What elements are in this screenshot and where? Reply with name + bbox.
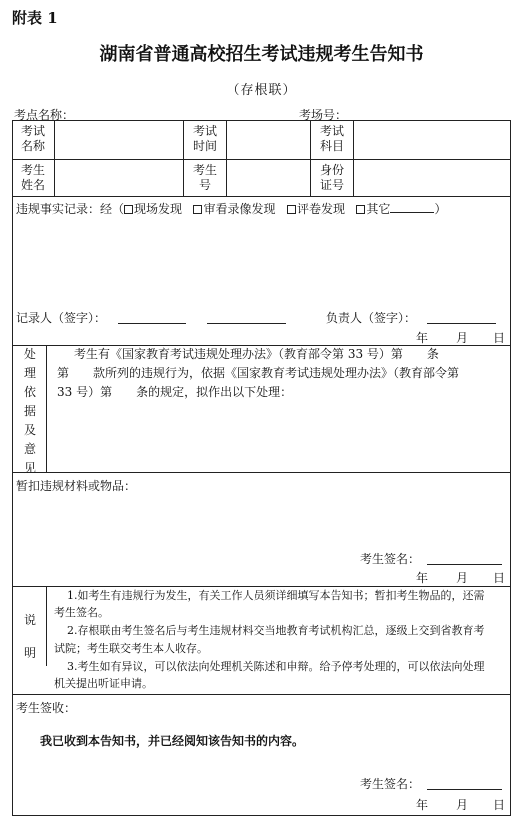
checkbox-video[interactable] (193, 205, 202, 214)
section-divider (12, 472, 511, 473)
section-divider (46, 345, 47, 472)
items-date-day: 日 (493, 571, 506, 585)
items-date-year: 年 (416, 571, 429, 585)
violation-record-line (16, 202, 446, 216)
form-frame (12, 120, 511, 816)
page-title: 湖南省普通高校招生考试违规考生告知书 (99, 44, 424, 65)
violation-date-day: 日 (493, 331, 506, 345)
option-other: 其它 (366, 202, 391, 216)
violation-date-month: 月 (456, 331, 469, 345)
note-line-2: 考生签名。 (54, 606, 109, 619)
exam-time-label: 考试 时间 (192, 124, 217, 153)
venue-label: 考点名称： (14, 108, 75, 122)
exam-subject-label: 考试 科目 (319, 124, 344, 153)
violation-suffix: ） (434, 202, 447, 216)
note-line-5: 3.考生如有异议，可以依法向处理机关陈述和申辩。给予停考处理的，可以依法向处理 (67, 660, 485, 673)
exam-name-label: 考试 名称 (20, 124, 45, 153)
recorder-signature-line-2[interactable] (207, 323, 286, 324)
receipt-statement: 我已收到本告知书，并已经阅知该告知书的内容。 (40, 734, 305, 748)
receipt-label: 考生签收： (16, 701, 77, 715)
receipt-date-year: 年 (416, 798, 429, 812)
exam-name-field[interactable] (58, 122, 180, 156)
violation-prefix: 违规事实记录：经（ (16, 202, 125, 216)
table-divider (54, 120, 55, 196)
candidate-name-label: 考生 姓名 (20, 163, 45, 192)
items-date-month: 月 (456, 571, 469, 585)
receipt-signature-line[interactable] (427, 789, 502, 790)
room-label: 考场号： (299, 108, 348, 122)
recorder-signature-line-1[interactable] (118, 323, 186, 324)
table-divider (12, 159, 511, 160)
other-blank[interactable] (390, 202, 434, 213)
note-line-1: 1.如考生有违规行为发生，有关工作人员须详细填写本告知书；暂扣考生物品的，还需 (67, 589, 485, 602)
table-divider (353, 120, 354, 196)
exam-subject-field[interactable] (357, 122, 507, 156)
seized-items-label: 暂扣违规材料或物品： (16, 479, 137, 493)
handling-text-line-3: 33 号）第 条的规定，拟作出以下处理： (57, 385, 293, 399)
items-signature-label: 考生签名： (360, 552, 421, 566)
checkbox-marking[interactable] (287, 205, 296, 214)
candidate-no-label: 考生 号 (192, 163, 217, 192)
option-marking: 评卷发现 (296, 202, 345, 216)
candidate-no-field[interactable] (230, 161, 308, 194)
recorder-label: 记录人（签字）： (16, 311, 107, 325)
candidate-name-field[interactable] (58, 161, 180, 194)
section-divider (46, 586, 47, 666)
id-no-field[interactable] (357, 161, 507, 194)
attachment-label: 附表 1 (12, 9, 58, 27)
handling-label: 处 理 依 据 及 意 见 (23, 347, 36, 475)
note-line-4: 试院；考生联交考生本人收存。 (54, 642, 208, 655)
note-line-3: 2.存根联由考生签名后与考生违规材料交当地教育考试机构汇总，逐级上交到省教育考 (67, 624, 485, 637)
receipt-signature-label: 考生签名： (360, 777, 421, 791)
receipt-date-day: 日 (493, 798, 506, 812)
items-signature-line[interactable] (427, 564, 502, 565)
checkbox-onsite[interactable] (124, 205, 133, 214)
violation-date-year: 年 (416, 331, 429, 345)
receipt-date-month: 月 (456, 798, 469, 812)
handling-text-line-1: 考生有《国家教育考试违规处理办法》（教育部令第 33 号）第 条 (74, 347, 439, 361)
responsible-label: 负责人（签字）： (326, 311, 417, 325)
handling-text-line-2: 第 款所列的违规行为，依据《国家教育考试违规处理办法》（教育部令第 (57, 366, 460, 380)
note-line-6: 机关提出听证申请。 (54, 677, 153, 690)
table-divider (183, 120, 184, 196)
page-subtitle: （存根联） (226, 83, 297, 98)
table-divider (226, 120, 227, 196)
notes-label-1: 说 (24, 613, 37, 627)
responsible-signature-line[interactable] (427, 323, 496, 324)
checkbox-other[interactable] (356, 205, 365, 214)
id-no-label: 身份 证号 (319, 163, 344, 192)
option-onsite: 现场发现 (134, 202, 183, 216)
table-divider (310, 120, 311, 196)
option-video: 审看录像发现 (203, 202, 276, 216)
notes-label-2: 明 (24, 646, 37, 660)
section-divider (12, 694, 511, 695)
table-divider (12, 196, 511, 197)
exam-time-field[interactable] (230, 122, 308, 156)
